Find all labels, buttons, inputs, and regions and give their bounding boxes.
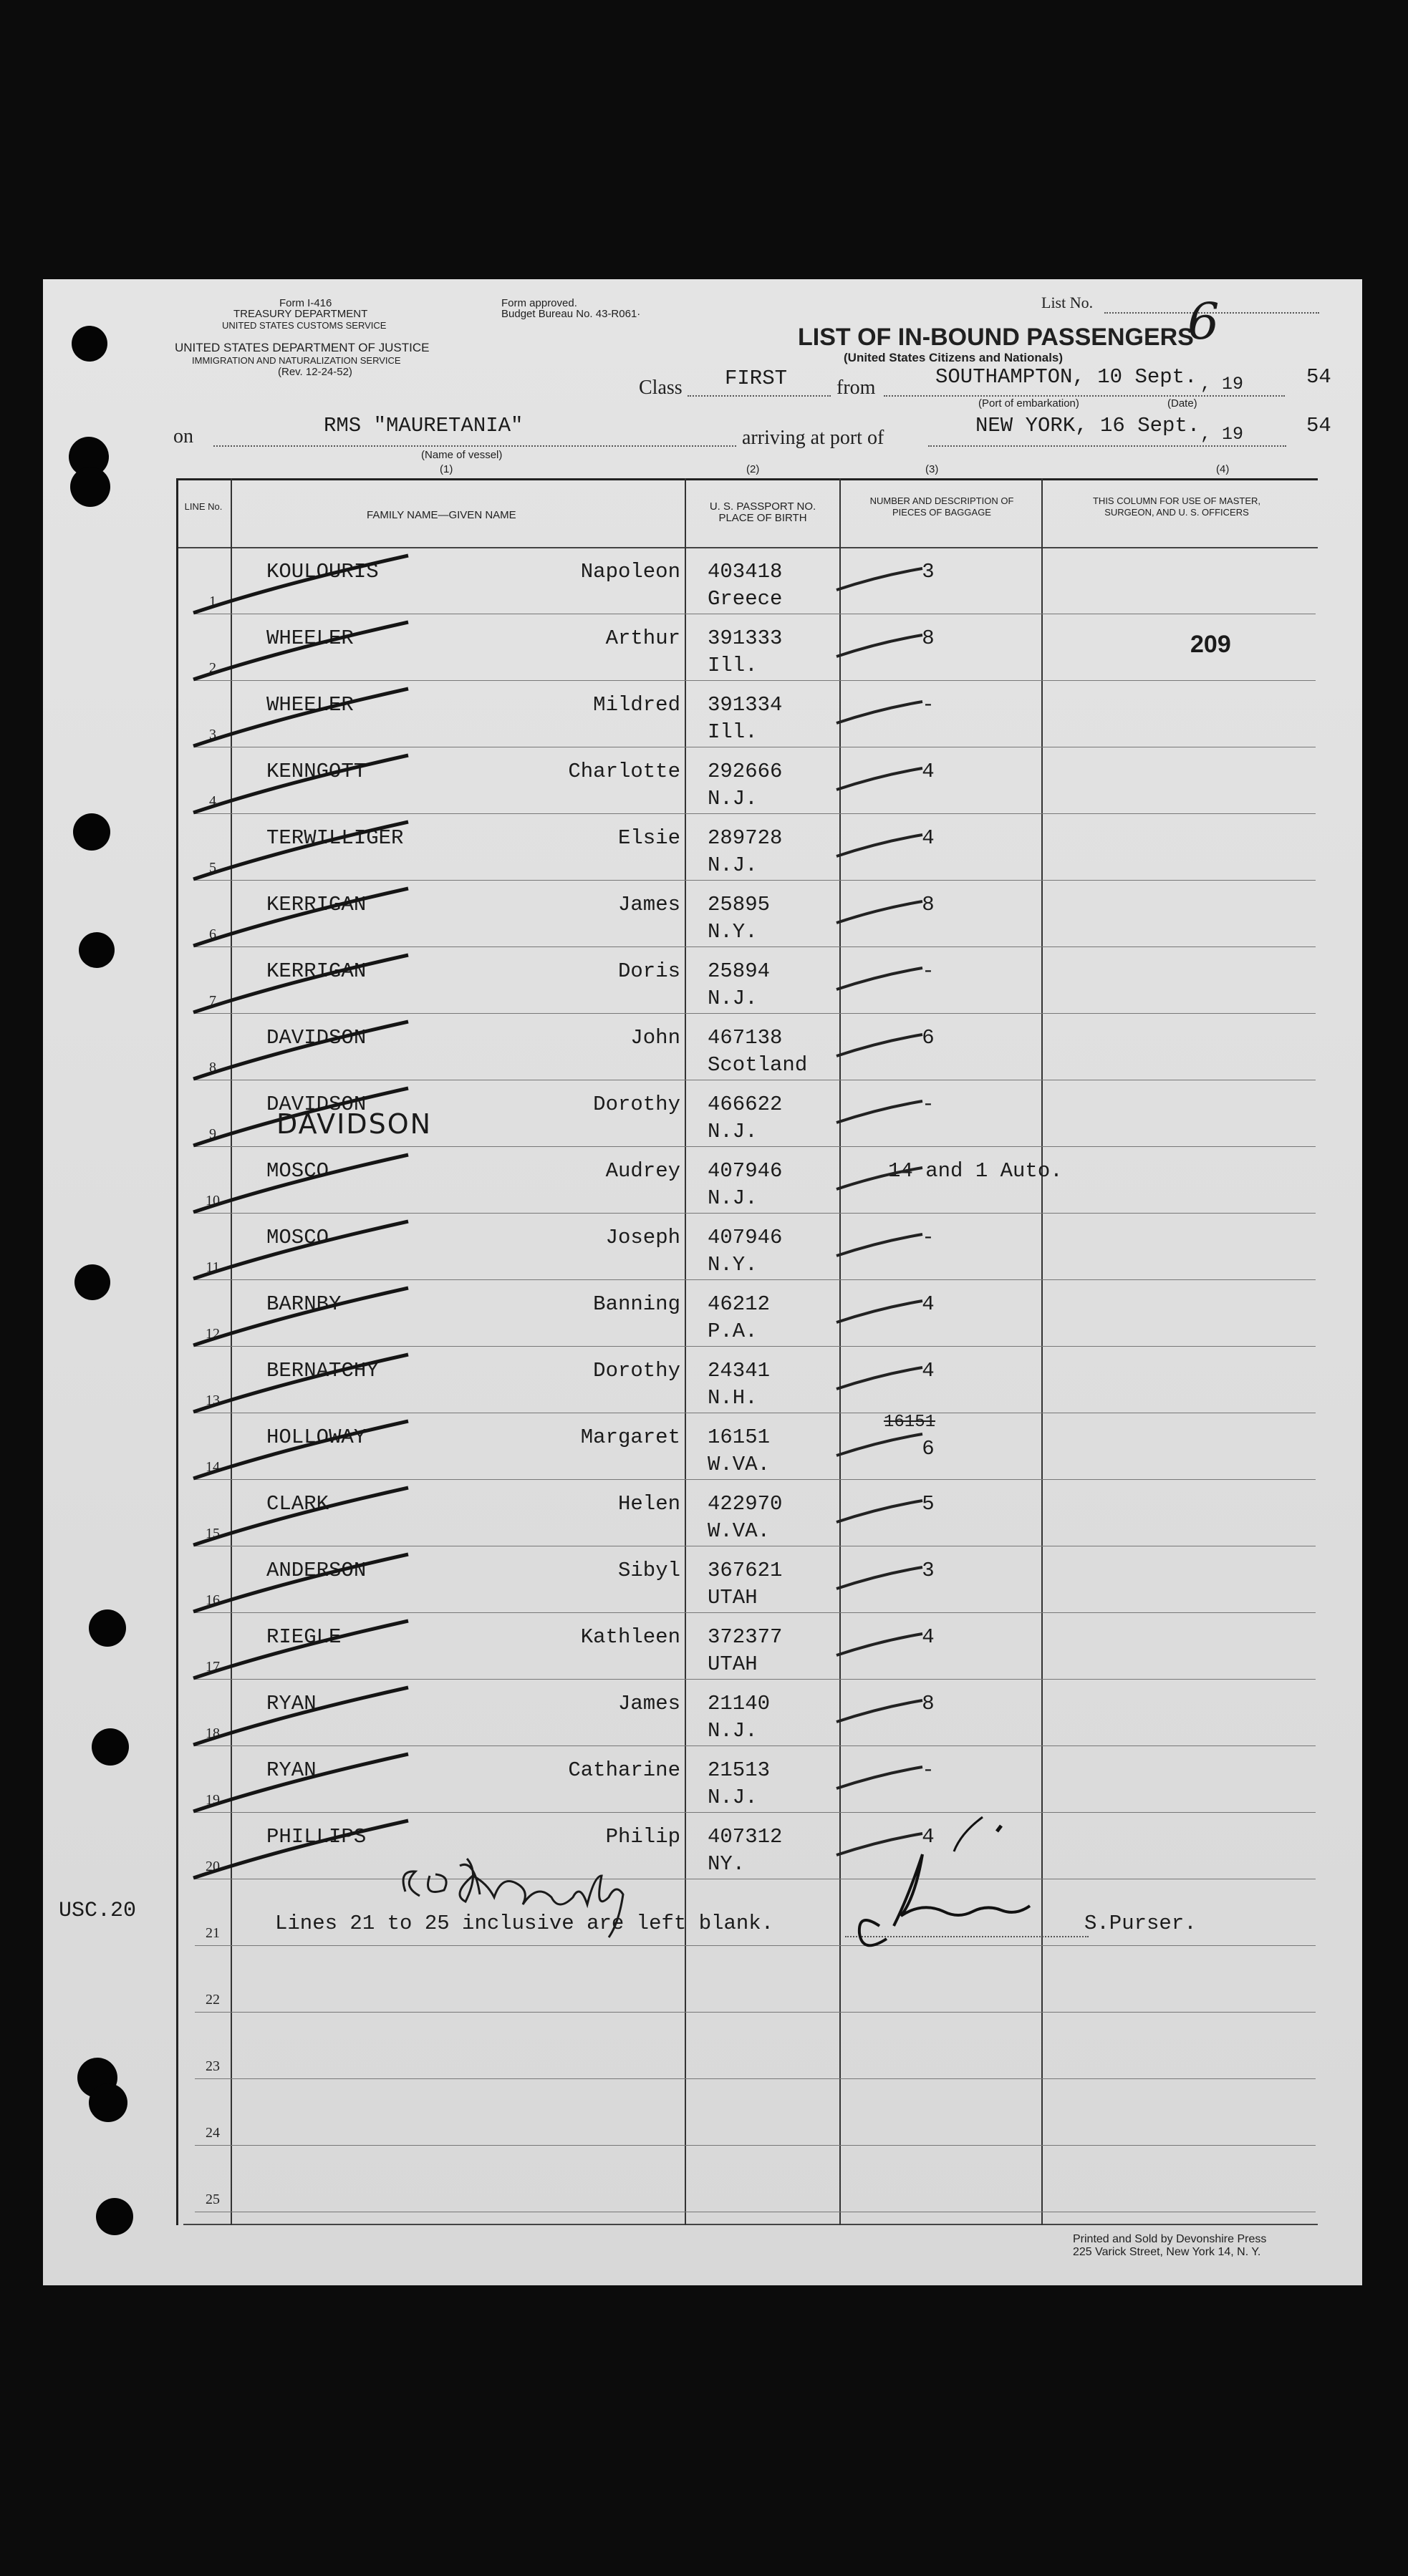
vessel-caption: (Name of vessel) [421, 449, 503, 461]
line-number: 9 [209, 1126, 216, 1142]
place-of-birth: N.J. [708, 1120, 758, 1143]
line-number: 1 [209, 594, 216, 609]
family-name: CLARK [266, 1492, 329, 1516]
form-subtitle: (United States Citizens and Nationals) [844, 351, 1064, 364]
line-number: 5 [209, 860, 216, 876]
header-baggage: NUMBER AND DESCRIPTION OF PIECES OF BAGGAGE [869, 495, 1014, 518]
given-name: Dorothy [593, 1093, 680, 1116]
passport-number: 289728 [708, 826, 783, 850]
baggage-count: 4 [922, 826, 935, 850]
baggage-count: 3 [922, 1559, 935, 1582]
place-of-birth: N.J. [708, 1186, 758, 1210]
place-of-birth: P.A. [708, 1320, 758, 1343]
line-number: 17 [206, 1659, 220, 1675]
baggage-count: 4 [922, 1359, 935, 1383]
family-name: DAVIDSON [266, 1093, 367, 1116]
family-name: HOLLOWAY [266, 1425, 367, 1449]
purser-title: S.Purser. [1084, 1912, 1197, 1935]
place-of-birth: Ill. [708, 654, 758, 677]
passport-number: 391334 [708, 693, 783, 717]
handwritten-davidson: DAVIDSON [276, 1108, 433, 1140]
year-prefix-2: , 19 [1200, 424, 1244, 445]
passport-number: 403418 [708, 560, 783, 584]
family-name: MOSCO [266, 1226, 329, 1249]
given-name: Audrey [605, 1159, 680, 1183]
baggage-count: 5 [922, 1492, 935, 1516]
given-name: Elsie [617, 826, 680, 850]
given-name: Philip [605, 1825, 680, 1849]
header-line-no: LINE No. [184, 501, 223, 512]
passport-number: 25895 [708, 893, 771, 916]
given-name: Sibyl [617, 1559, 680, 1582]
line-number: 4 [209, 793, 216, 809]
header-name: FAMILY NAME—GIVEN NAME [367, 509, 516, 521]
class-label: Class [639, 377, 683, 399]
passport-number: 407946 [708, 1159, 783, 1183]
family-name: RIEGLE [266, 1625, 342, 1649]
list-no-value: 6 [1187, 292, 1220, 351]
place-of-birth: UTAH [708, 1652, 758, 1676]
baggage-count: 6 [922, 1026, 935, 1050]
family-name: KENNGOTT [266, 760, 367, 783]
given-name: Dorothy [593, 1359, 680, 1383]
baggage-count: - [922, 1093, 935, 1116]
place-of-birth: N.J. [708, 1786, 758, 1809]
given-name: James [617, 1692, 680, 1715]
given-name: Helen [617, 1492, 680, 1516]
line-number: 14 [206, 1459, 220, 1475]
place-of-birth: W.VA. [708, 1453, 771, 1476]
baggage-count: - [922, 1226, 935, 1249]
family-name: KERRIGAN [266, 959, 367, 983]
baggage-count: 8 [922, 626, 935, 650]
line-number: 6 [209, 926, 216, 942]
line-number: 25 [206, 2192, 220, 2207]
side-label: USC.20 [59, 1899, 137, 1923]
passport-number: 16151 [708, 1425, 771, 1449]
port-caption: (Port of embarkation) [978, 397, 1079, 410]
baggage-count: 4 [922, 1625, 935, 1649]
form-number: Form I-416 [279, 297, 332, 309]
baggage-count: - [922, 959, 935, 983]
place-of-birth: Scotland [708, 1053, 808, 1077]
column-1-number: (1) [440, 463, 453, 475]
customs-service: UNITED STATES CUSTOMS SERVICE [222, 320, 387, 331]
column-4-number: (4) [1216, 463, 1230, 475]
baggage-count: 4 [922, 1825, 935, 1849]
given-name: James [617, 893, 680, 916]
passport-number: 21513 [708, 1758, 771, 1782]
place-of-birth: N.H. [708, 1386, 758, 1410]
family-name: WHEELER [266, 693, 354, 717]
place-of-birth: N.J. [708, 987, 758, 1010]
given-name: Napoleon [580, 560, 680, 584]
list-no-label: List No. [1041, 294, 1094, 311]
column-2-number: (2) [746, 463, 760, 475]
line-number: 3 [209, 727, 216, 742]
printer-credit-1: Printed and Sold by Devonshire Press [1073, 2233, 1267, 2245]
arrival-port: NEW YORK, 16 Sept. [975, 414, 1200, 437]
passport-number: 24341 [708, 1359, 771, 1383]
baggage-count: - [922, 1758, 935, 1782]
line-number: 24 [206, 2125, 220, 2141]
treasury-department: TREASURY DEPARTMENT [233, 308, 368, 320]
baggage-count: 14 and 1 Auto. [888, 1159, 1063, 1183]
family-name: TERWILLIGER [266, 826, 404, 850]
line-number: 19 [206, 1792, 220, 1808]
baggage-count: - [922, 693, 935, 717]
given-name: Charlotte [568, 760, 680, 783]
passport-number: 372377 [708, 1625, 783, 1649]
passport-number: 367621 [708, 1559, 783, 1582]
budget-bureau: Budget Bureau No. 43-R061· [501, 308, 641, 320]
header-passport: U. S. PASSPORT NO. PLACE OF BIRTH [709, 500, 816, 524]
family-name: WHEELER [266, 626, 354, 650]
line-number: 2 [209, 660, 216, 676]
place-of-birth: N.J. [708, 787, 758, 810]
given-name: Doris [617, 959, 680, 983]
place-of-birth: N.Y. [708, 920, 758, 944]
class-value: FIRST [725, 367, 788, 390]
given-name: Joseph [605, 1226, 680, 1249]
given-name: Banning [593, 1292, 680, 1316]
year-1: 54 [1306, 365, 1331, 389]
passport-number: 292666 [708, 760, 783, 783]
vessel-name: RMS "MAURETANIA" [324, 414, 524, 437]
immigration-service: IMMIGRATION AND NATURALIZATION SERVICE [192, 355, 401, 366]
place-of-birth: Ill. [708, 720, 758, 744]
baggage-count: 3 [922, 560, 935, 584]
family-name: PHILLIPS [266, 1825, 367, 1849]
line-number: 22 [206, 1992, 220, 2008]
line-number: 16 [206, 1592, 220, 1608]
family-name: BERNATCHY [266, 1359, 379, 1383]
passport-number: 422970 [708, 1492, 783, 1516]
given-name: John [630, 1026, 680, 1050]
line-number: 11 [206, 1259, 220, 1275]
line-number: 23 [206, 2058, 220, 2074]
port-of-embarkation: SOUTHAMPTON, 10 Sept. [935, 365, 1197, 389]
year-2: 54 [1306, 414, 1331, 437]
family-name: DAVIDSON [266, 1026, 367, 1050]
baggage-count: 8 [922, 893, 935, 916]
year-prefix-1: , 19 [1200, 374, 1244, 394]
place-of-birth: N.J. [708, 1719, 758, 1743]
given-name: Kathleen [580, 1625, 680, 1649]
form-approved: Form approved. [501, 297, 577, 309]
family-name: KOULOURIS [266, 560, 379, 584]
line-number: 10 [206, 1193, 220, 1209]
passport-number: 46212 [708, 1292, 771, 1316]
line-number: 12 [206, 1326, 220, 1342]
revision-date: (Rev. 12-24-52) [278, 366, 352, 378]
line-number: 18 [206, 1725, 220, 1741]
line-number: 8 [209, 1060, 216, 1075]
place-of-birth: NY. [708, 1852, 746, 1876]
place-of-birth: N.J. [708, 853, 758, 877]
family-name: MOSCO [266, 1159, 329, 1183]
family-name: ANDERSON [266, 1559, 367, 1582]
passport-number: 21140 [708, 1692, 771, 1715]
passport-number: 407312 [708, 1825, 783, 1849]
line-number: 7 [209, 993, 216, 1009]
baggage-count: 8 [922, 1692, 935, 1715]
line-number: 15 [206, 1526, 220, 1541]
passport-number: 391333 [708, 626, 783, 650]
printer-credit-2: 225 Varick Street, New York 14, N. Y. [1073, 2246, 1261, 2258]
form-title: LIST OF IN-BOUND PASSENGERS [798, 324, 1194, 351]
given-name: Margaret [580, 1425, 680, 1449]
line-number: 20 [206, 1859, 220, 1874]
struck-baggage-entry: 16151 [884, 1413, 936, 1432]
header-officers: THIS COLUMN FOR USE OF MASTER, SURGEON, AND U. S. OFFICERS [1092, 495, 1260, 518]
passport-number: 467138 [708, 1026, 783, 1050]
family-name: KERRIGAN [266, 893, 367, 916]
place-of-birth: N.Y. [708, 1253, 758, 1277]
baggage-count: 4 [922, 760, 935, 783]
family-name: RYAN [266, 1692, 317, 1715]
passport-number: 466622 [708, 1093, 783, 1116]
blank-lines-note: Lines 21 to 25 inclusive are left blank. [275, 1912, 774, 1935]
officer-note: 209 [1190, 631, 1231, 658]
place-of-birth: UTAH [708, 1586, 758, 1609]
line-number: 21 [206, 1925, 220, 1941]
family-name: RYAN [266, 1758, 317, 1782]
from-label: from [836, 377, 876, 399]
baggage-count: 4 [922, 1292, 935, 1316]
given-name: Catharine [568, 1758, 680, 1782]
on-label: on [173, 425, 193, 447]
date-caption: (Date) [1167, 397, 1197, 410]
family-name: BARNBY [266, 1292, 342, 1316]
justice-department: UNITED STATES DEPARTMENT OF JUSTICE [175, 341, 430, 354]
passport-number: 407946 [708, 1226, 783, 1249]
line-number: 13 [206, 1393, 220, 1408]
passport-number: 25894 [708, 959, 771, 983]
column-3-number: (3) [925, 463, 939, 475]
baggage-count: 6 [922, 1437, 935, 1461]
given-name: Mildred [593, 693, 680, 717]
place-of-birth: Greece [708, 587, 783, 611]
given-name: Arthur [605, 626, 680, 650]
arriving-label: arriving at port of [742, 427, 884, 449]
place-of-birth: W.VA. [708, 1519, 771, 1543]
